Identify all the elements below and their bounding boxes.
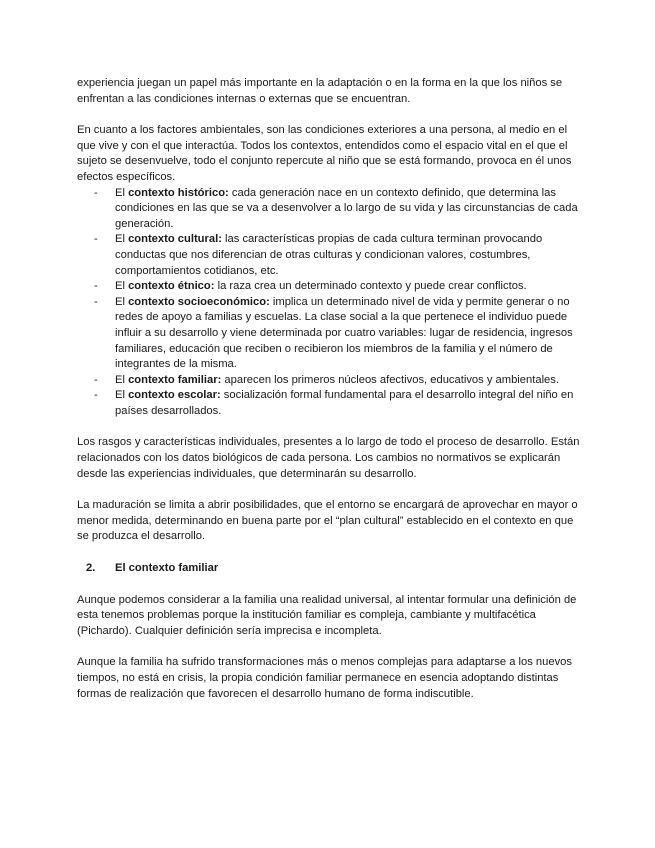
list-item-term: contexto étnico: [128, 280, 215, 293]
list-dash: - [94, 280, 98, 293]
list-item-term: contexto socioeconómico: [128, 295, 270, 308]
list-dash: - [94, 373, 98, 386]
list-item-prefix: El [115, 280, 129, 293]
section-title: El contexto familiar [115, 562, 219, 575]
section-number: 2. [86, 562, 96, 575]
list-item-prefix: El [115, 389, 129, 402]
paragraph-rasgos: Los rasgos y características individuales, presentes a lo largo de todo el proceso de desarrollo. Están relacionados con los datos biológicos de cada persona. Los cambios no normativos se explicarán desde las experiencias individuales, que determinarán su desarrollo. [77, 436, 580, 480]
paragraph-familia-transformaciones: Aunque la familia ha sufrido transformaciones más o menos complejas para adaptarse a los nuevos tiempos, no está en crisis, la propia condición familiar permanece en esencia adoptando distintas formas de realización que favorecen el desarrollo humano de forma indiscutible. [77, 656, 573, 700]
list-item-text: implica un determinado nivel de vida y permite generar o no redes de apoyo a familias y escuelas. La clase social a la que pertenece el individuo puede influir a su desarrollo y viene determinada por cuatro variables: lugar de residencia, ingresos familiares, educación que reciben o recibieron los miembros de la familia y el número de integrantes de la misma. [115, 295, 573, 371]
paragraph-experiencia: experiencia juegan un papel más importante en la adaptación o en la forma en la que los niños se enfrentan a las condiciones internas o externas que se encuentran. [77, 77, 563, 105]
list-dash: - [94, 295, 98, 308]
list-item-text: aparecen los primeros núcleos afectivos, educativos y ambientales. [221, 373, 559, 386]
list-item-text: las características propias de cada cultura terminan provocando conductas que nos diferencian de otras culturas y condicionan valores, costumbres, comportamientos cotidianos, etc. [115, 233, 543, 277]
list-item-prefix: El [115, 373, 129, 386]
text-column [77, 76, 582, 718]
list-item-text: la raza crea un determinado contexto y puede crear conflictos. [214, 280, 527, 293]
list-item-term: contexto familiar: [128, 373, 222, 386]
list-item-term: contexto escolar: [128, 389, 221, 402]
list-item-contexto-cultural [77, 232, 582, 279]
paragraph-familia-universal: Aunque podemos considerar a la familia una realidad universal, al intentar formular una definición de esta tenemos problemas porque la institución familiar es compleja, cambiante y multifacética (Pichardo). Cualquier definición sería imprecisa e incompleta. [77, 593, 577, 637]
context-factors-list [77, 186, 582, 420]
list-item-text: socialización formal fundamental para el desarrollo integral del niño en países desarrollados. [115, 389, 574, 417]
list-item-contexto-familiar [77, 373, 582, 389]
list-item-contexto-escolar [77, 388, 582, 419]
list-item-prefix: El [115, 295, 129, 308]
paragraph-factores-ambientales: En cuanto a los factores ambientales, son las condiciones exteriores a una persona, al medio en el que vive y con el que interactúa. Todos los contextos, entendidos como el espacio vital en el que el sujeto se desenvuelve, todo el conjunto repercute al niño que se está formando, provoca en él unos efectos específicos. [77, 124, 572, 183]
list-item-contexto-socioeconomico [77, 295, 582, 373]
list-dash: - [94, 233, 98, 246]
list-dash: - [94, 186, 98, 199]
list-item-term: contexto histórico: [128, 186, 229, 199]
list-dash: - [94, 389, 98, 402]
section-heading [77, 561, 582, 577]
list-item-contexto-historico [77, 186, 582, 233]
list-item-prefix: El [115, 233, 129, 246]
list-item-prefix: El [115, 186, 129, 199]
paragraph-maduracion: La maduración se limita a abrir posibilidades, que el entorno se encargará de aprovechar en mayor o menor medida, determinando en buena parte por el “plan cultural” establecido en el contexto en que se produzca el desarrollo. [77, 499, 578, 543]
list-item-text: cada generación nace en un contexto definido, que determina las condiciones en las que se va a desenvolver a lo largo de su vida y las circunstancias de cada generación. [115, 186, 578, 230]
list-item-contexto-etnico [77, 279, 582, 295]
list-item-term: contexto cultural: [128, 233, 222, 246]
